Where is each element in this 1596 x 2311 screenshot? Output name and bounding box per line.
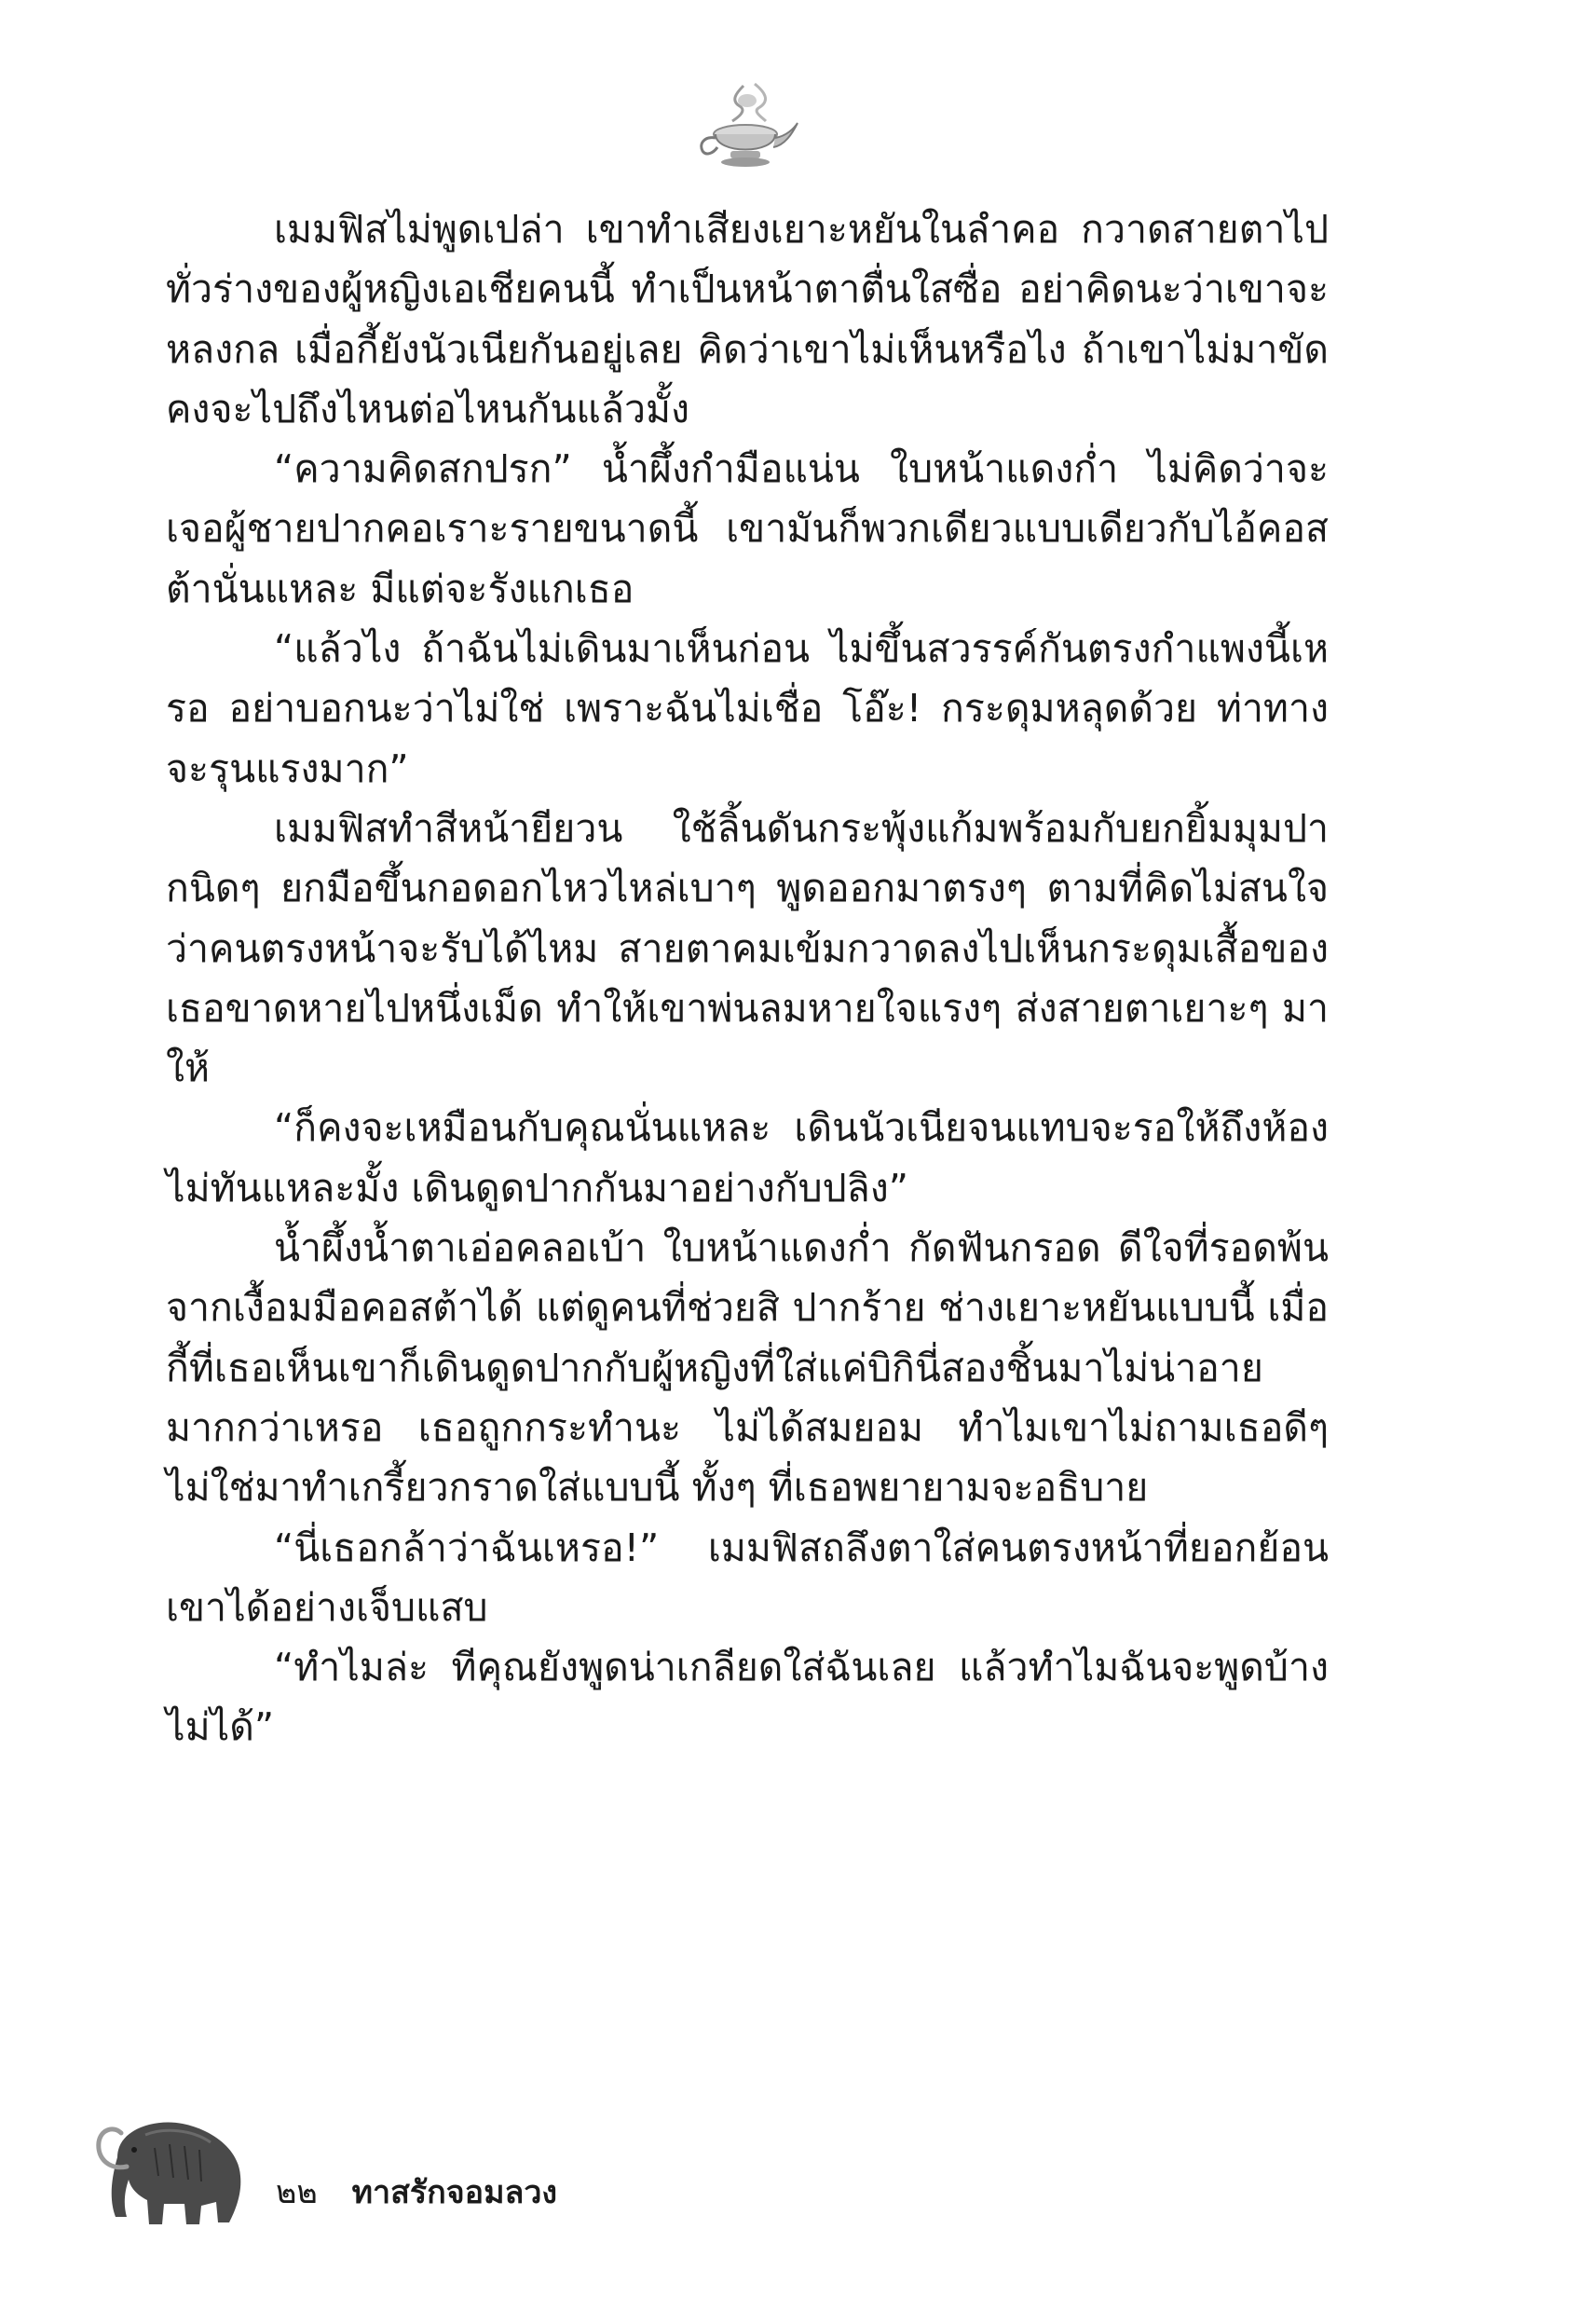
- genie-lamp-icon: [689, 80, 801, 173]
- body-text: [166, 199, 1329, 1757]
- paragraph: น้ำผึ้งน้ำตาเอ่อคลอเบ้า ใบหน้าแดงก่ำ กัดฟันกรอด ดีใจที่รอดพ้นจากเงื้อมมือคอสต้าได้ แต่ดูคนที่ช่วยสิ ปากร้าย ช่างเยาะหยันแบบนี้ เมื่อกี้ที่เธอเห็นเขาก็เดินดูดปากกับผู้หญิงที่ใส่แค่บิกินี่สองชิ้นมาไม่น่าอายมากกว่าเหรอ เธอถูกกระทำนะ ไม่ได้สมยอม ทำไมเขาไม่ถามเธอดีๆ ไม่ใช่มาทำเกรี้ยวกราดใส่แบบนี้ ทั้งๆ ที่เธอพยายามจะอธิบาย: [166, 1225, 1329, 1511]
- paragraph: เมมฟิสไม่พูดเปล่า เขาทำเสียงเยาะหยันในลำคอ กวาดสายตาไปทั่วร่างของผู้หญิงเอเชียคนนี้ ทำเป็นหน้าตาตื่นใสซื่อ อย่าคิดนะว่าเขาจะหลงกล เมื่อกี้ยังนัวเนียกันอยู่เลย คิดว่าเขาไม่เห็นหรือไง ถ้าเขาไม่มาขัดคงจะไปถึงไหนต่อไหนกันแล้วมั้ง: [166, 207, 1329, 431]
- page-footer: [89, 2101, 742, 2232]
- folio: [276, 2167, 557, 2217]
- paragraph: “นี่เธอกล้าว่าฉันเหรอ!” เมมฟิสถลึงตาใส่คนตรงหน้าที่ยอกย้อนเขาได้อย่างเจ็บแสบ: [166, 1525, 1329, 1630]
- paragraph: “แล้วไง ถ้าฉันไม่เดินมาเห็นก่อน ไม่ขึ้นสวรรค์กันตรงกำแพงนี้เหรอ อย่าบอกนะว่าไม่ใช่ เพราะฉันไม่เชื่อ โอ๊ะ! กระดุมหลุดด้วย ท่าทางจะรุนแรงมาก”: [166, 626, 1329, 791]
- paragraph: “ทำไมล่ะ ทีคุณยังพูดน่าเกลียดใส่ฉันเลย แล้วทำไมฉันจะพูดบ้างไม่ได้”: [166, 1645, 1329, 1750]
- paragraph: “ก็คงจะเหมือนกับคุณนั่นแหละ เดินนัวเนียจนแทบจะรอให้ถึงห้องไม่ทันแหละมั้ง เดินดูดปากกันมาอย่างกับปลิง”: [166, 1105, 1329, 1210]
- page-number: ๒๒: [276, 2174, 318, 2211]
- paragraph: “ความคิดสกปรก” น้ำผึ้งกำมือแน่น ใบหน้าแดงก่ำ ไม่คิดว่าจะเจอผู้ชายปากคอเราะรายขนาดนี้ เขามันก็พวกเดียวแบบเดียวกับไอ้คอสต้านั่นแหละ มีแต่จะรังแกเธอ: [166, 446, 1329, 611]
- paragraph: เมมฟิสทำสีหน้ายียวน ใช้ลิ้นดันกระพุ้งแก้มพร้อมกับยกยิ้มมุมปากนิดๆ ยกมือขึ้นกอดอกไหวไหล่เบาๆ พูดออกมาตรงๆ ตามที่คิดไม่สนใจว่าคนตรงหน้าจะรับได้ไหม สายตาคมเข้มกวาดลงไปเห็นกระดุมเสื้อของเธอขาดหายไปหนึ่งเม็ด ทำให้เขาพ่นลมหายใจแรงๆ ส่งสายตาเยาะๆ มาให้: [166, 805, 1329, 1091]
- book-title: ทาสรักจอมลวง: [351, 2174, 558, 2211]
- mammoth-icon: [89, 2101, 248, 2232]
